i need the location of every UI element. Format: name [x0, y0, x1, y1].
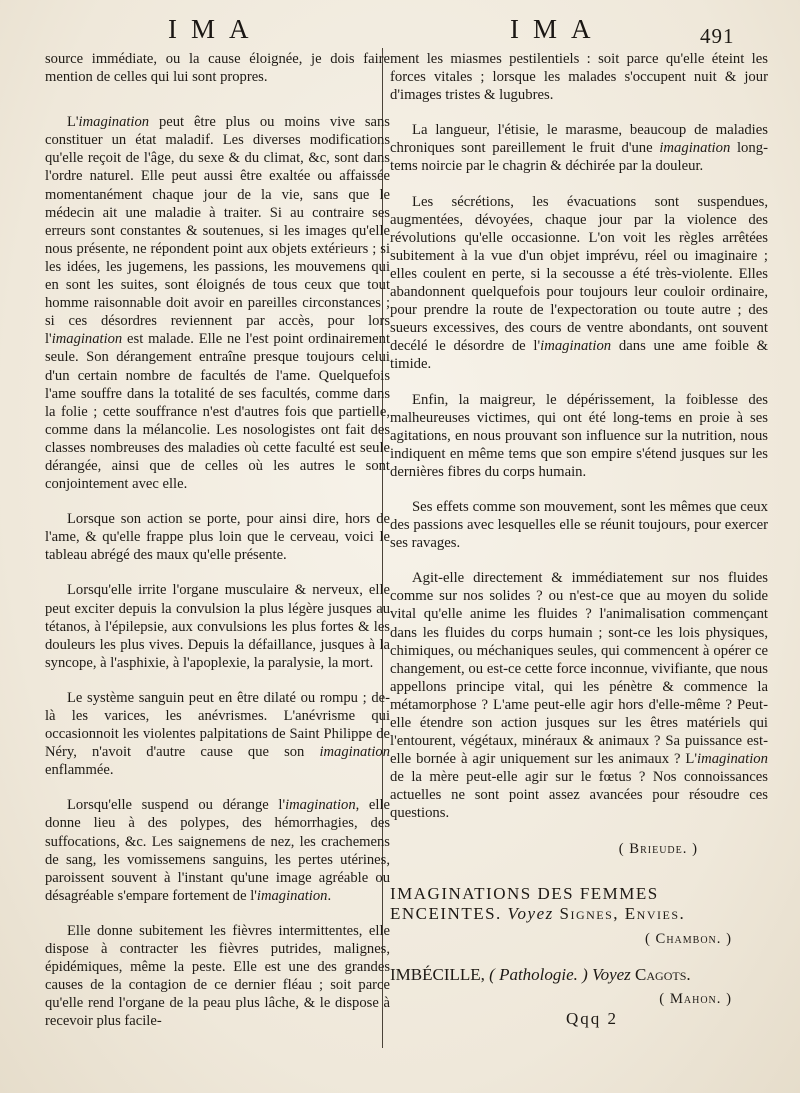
text: , elle donne lieu à des polypes, des hémorrhagies, des suffocations, &c. Les saignemens de nez, les crachemens de sang, les vomissemens sanguins, les pertes utérines, paroissent souvent à l'instant qu'une image agréable ou désagréable s'empare fortement de l' — [45, 797, 390, 904]
italic-term: imagination — [659, 140, 731, 157]
left-column — [45, 50, 390, 1048]
italic-term: imagination — [256, 887, 328, 904]
right-column — [390, 50, 768, 1028]
text: long-tems noircie par le chagrin & déchirée par la douleur. — [390, 140, 768, 175]
text: Lorsqu'elle suspend ou dérange l' — [67, 797, 286, 814]
text: Agit-elle directement & immédiatement sur nos fluides comme sur nos solides ? ou n'est-ce que au moyen du solide vital qu'elle anime les fluides ? l'animalisation commençant dans les fluides du corps humain ; sont-ce les lois physiques, chimiques, ou méchaniques seules, qui commencent à opérer ce changement, ou est-ce cette force inconnue, vivifiante, que nous appellons principe vital, qui les pénètre & commence la métamorphose ? L'ame peut-elle agir hors d'elle-même ? Peut-elle étendre son action jusques sur les êtres matériels qui l'entourent, végétaux, minéraux & animaux ? Sa puissance est-elle bornée à agir uniquement sur les animaux ? L' — [390, 570, 768, 768]
text: . — [327, 887, 332, 904]
italic-term: imagination — [697, 751, 768, 768]
paragraph: ment les miasmes pestilentiels : soit parce qu'elle éteint les forces vitales ; lorsque les malades s'occupent nuit & jour d'images tristes & lugubres. — [390, 51, 768, 104]
italic-term: imagination — [51, 331, 123, 348]
text: est malade. Elle ne l'est point ordinairement seule. Son dérangement entraîne presque toujours celui d'un certain nombre de facultés de l'ame. Quelquefois l'ame souffre dans la totalité de ses facultés, comme dans la folie ; cette souffrance n'est d'autres fois que partielle, comme dans la mélancolie. Les nosologistes ont fait des classes nombreuses des maladies où cette faculté est seule dérangée, ainsi que de celles où les autres le sont conjointement avec elle. — [45, 331, 390, 493]
text: dans une ame foible & timide. — [390, 338, 769, 373]
author-signature: ( Mahon. ) — [659, 990, 732, 1007]
entry-title: IMAGINATIONS DES FEMMES ENCEINTES. — [390, 883, 659, 923]
paragraph: source immédiate, ou la cause éloignée, je dois faire mention de celles qui lui sont propres. — [45, 51, 390, 86]
text: enflammée. — [45, 762, 114, 779]
paragraph: Lorsqu'elle irrite l'organe musculaire & nerveux, elle peut exciter depuis la convulsion la plus légère jusques au tétanos, à l'épilepsie, aux convulsions les plus fortes & les douleurs les plus vives. Depuis la défaillance, jusques à la syncope, à l'asphixie, à l'apoplexie, la paralysie, la mort. — [45, 582, 390, 671]
author-signature: ( Brieude. ) — [618, 840, 698, 857]
text: peut être plus ou moins vive sans constituer un état maladif. Les diverses modifications qu'elle reçoit de l'âge, du sexe & du climat, &c, sont dans l'ordre naturel. Elle peut aussi être exaltée ou affaissée momentanément chaque jour de la vie, sans que le médecin ait une maladie à traiter. Si au contraire ses erreurs sont constantes & soutenues, si les images qu'elle nous présente, ne répondent point aux objets extérieurs ; si les idées, les jugemens, les passions, les mouvemens qui en sont les suites, sont éloignés de tous ceux que tout homme raisonnable doit avoir en pareilles circonstances ; si ces désordres reviennent par accès, pour lors l' — [45, 114, 390, 348]
paragraph — [45, 796, 390, 905]
paragraph — [45, 113, 390, 493]
running-head-left: IMA — [168, 14, 263, 44]
entry-heading — [390, 884, 768, 924]
text: Les sécrétions, les évacuations sont suspendues, augmentées, dévoyées, chaque jour par la violence des révolutions qu'elle occasionne. L'on voit les règles arrêtées subitement à la vue d'un objet imprévu, réel ou imaginaire ; elles coulent en perte, si la secousse a été très-violente. Elles abandonnent quelquefois pour toujours leur couloir ordinaire, pour prendre la route de l'expectoration ou toute autre ; des sueurs excessives, des cours de ventre abondants, ont souvent decélé le désordre de l' — [390, 193, 768, 355]
italic-term: imagination — [319, 744, 390, 761]
running-head-right: IMA — [510, 14, 605, 44]
signature-mark: Qqq 2 — [565, 1008, 618, 1028]
paragraph: Enfin, la maigreur, le dépérissement, la foiblesse des malheureuses victimes, qui ont été long-tems en proie à ses agitations, en nous prouvant son influence sur la nutrition, nous indiquent en même tems que son empire s'étend jusques sur les dernières fibres du corps humain. — [390, 391, 768, 480]
entry-heading — [390, 966, 768, 984]
paragraph: Ses effets comme son mouvement, sont les mêmes que ceux des passions avec lesquelles elle se réunit toujours, pour exercer ses ravages. — [390, 498, 768, 552]
entry-subject: ( Pathologie. ) — [489, 964, 588, 984]
paragraph: Elle donne subitement les fièvres intermittentes, elle dispose à contracter les fièvres putrides, malignes, épidémiques, même la peste. Elle est une des grandes causes de la contagion de ce dernier fléau ; soit parce qu'elle rend l'organe de la peau plus lâche, & le dispose à recevoir plus facile- — [45, 922, 390, 1030]
author-signature: ( Chambon. ) — [644, 930, 732, 947]
paragraph — [390, 121, 768, 175]
cross-reference: Signes, Envies. — [553, 903, 686, 923]
cross-reference: Cagots. — [630, 964, 691, 984]
paragraph — [390, 569, 768, 822]
text: L' — [67, 114, 79, 131]
italic-term: imagination — [78, 114, 150, 131]
text: Le système sanguin peut en être dilaté ou rompu ; de-là les varices, les anévrismes. L'anévrisme qui occasionnoit les violentes palpitations de Saint Philippe de Néry, n'avoit d'autre cause que son — [45, 689, 390, 761]
text: La langueur, l'étisie, le marasme, beaucoup de maladies chroniques sont pareillement le fruit d'une — [390, 122, 768, 157]
paragraph — [45, 689, 390, 779]
text: de la mère peut-elle agir sur le fœtus ? Nos connoissances actuelles ne sont point assez avancées pour résoudre ces questions. — [390, 769, 768, 822]
cross-reference-label: Voyez — [592, 964, 631, 984]
page-number: 491 — [700, 24, 735, 48]
paragraph: Lorsque son action se porte, pour ainsi dire, hors de l'ame, & qu'elle frappe plus loin que le cerveau, voici le tableau abrégé des maux qu'elle présente. — [45, 511, 390, 564]
italic-term: imagination — [540, 338, 612, 355]
entry-title: IMBÉCILLE, — [390, 964, 485, 984]
cross-reference-label: Voyez — [507, 903, 554, 923]
paragraph — [390, 193, 768, 374]
italic-term: imagination — [285, 797, 356, 814]
